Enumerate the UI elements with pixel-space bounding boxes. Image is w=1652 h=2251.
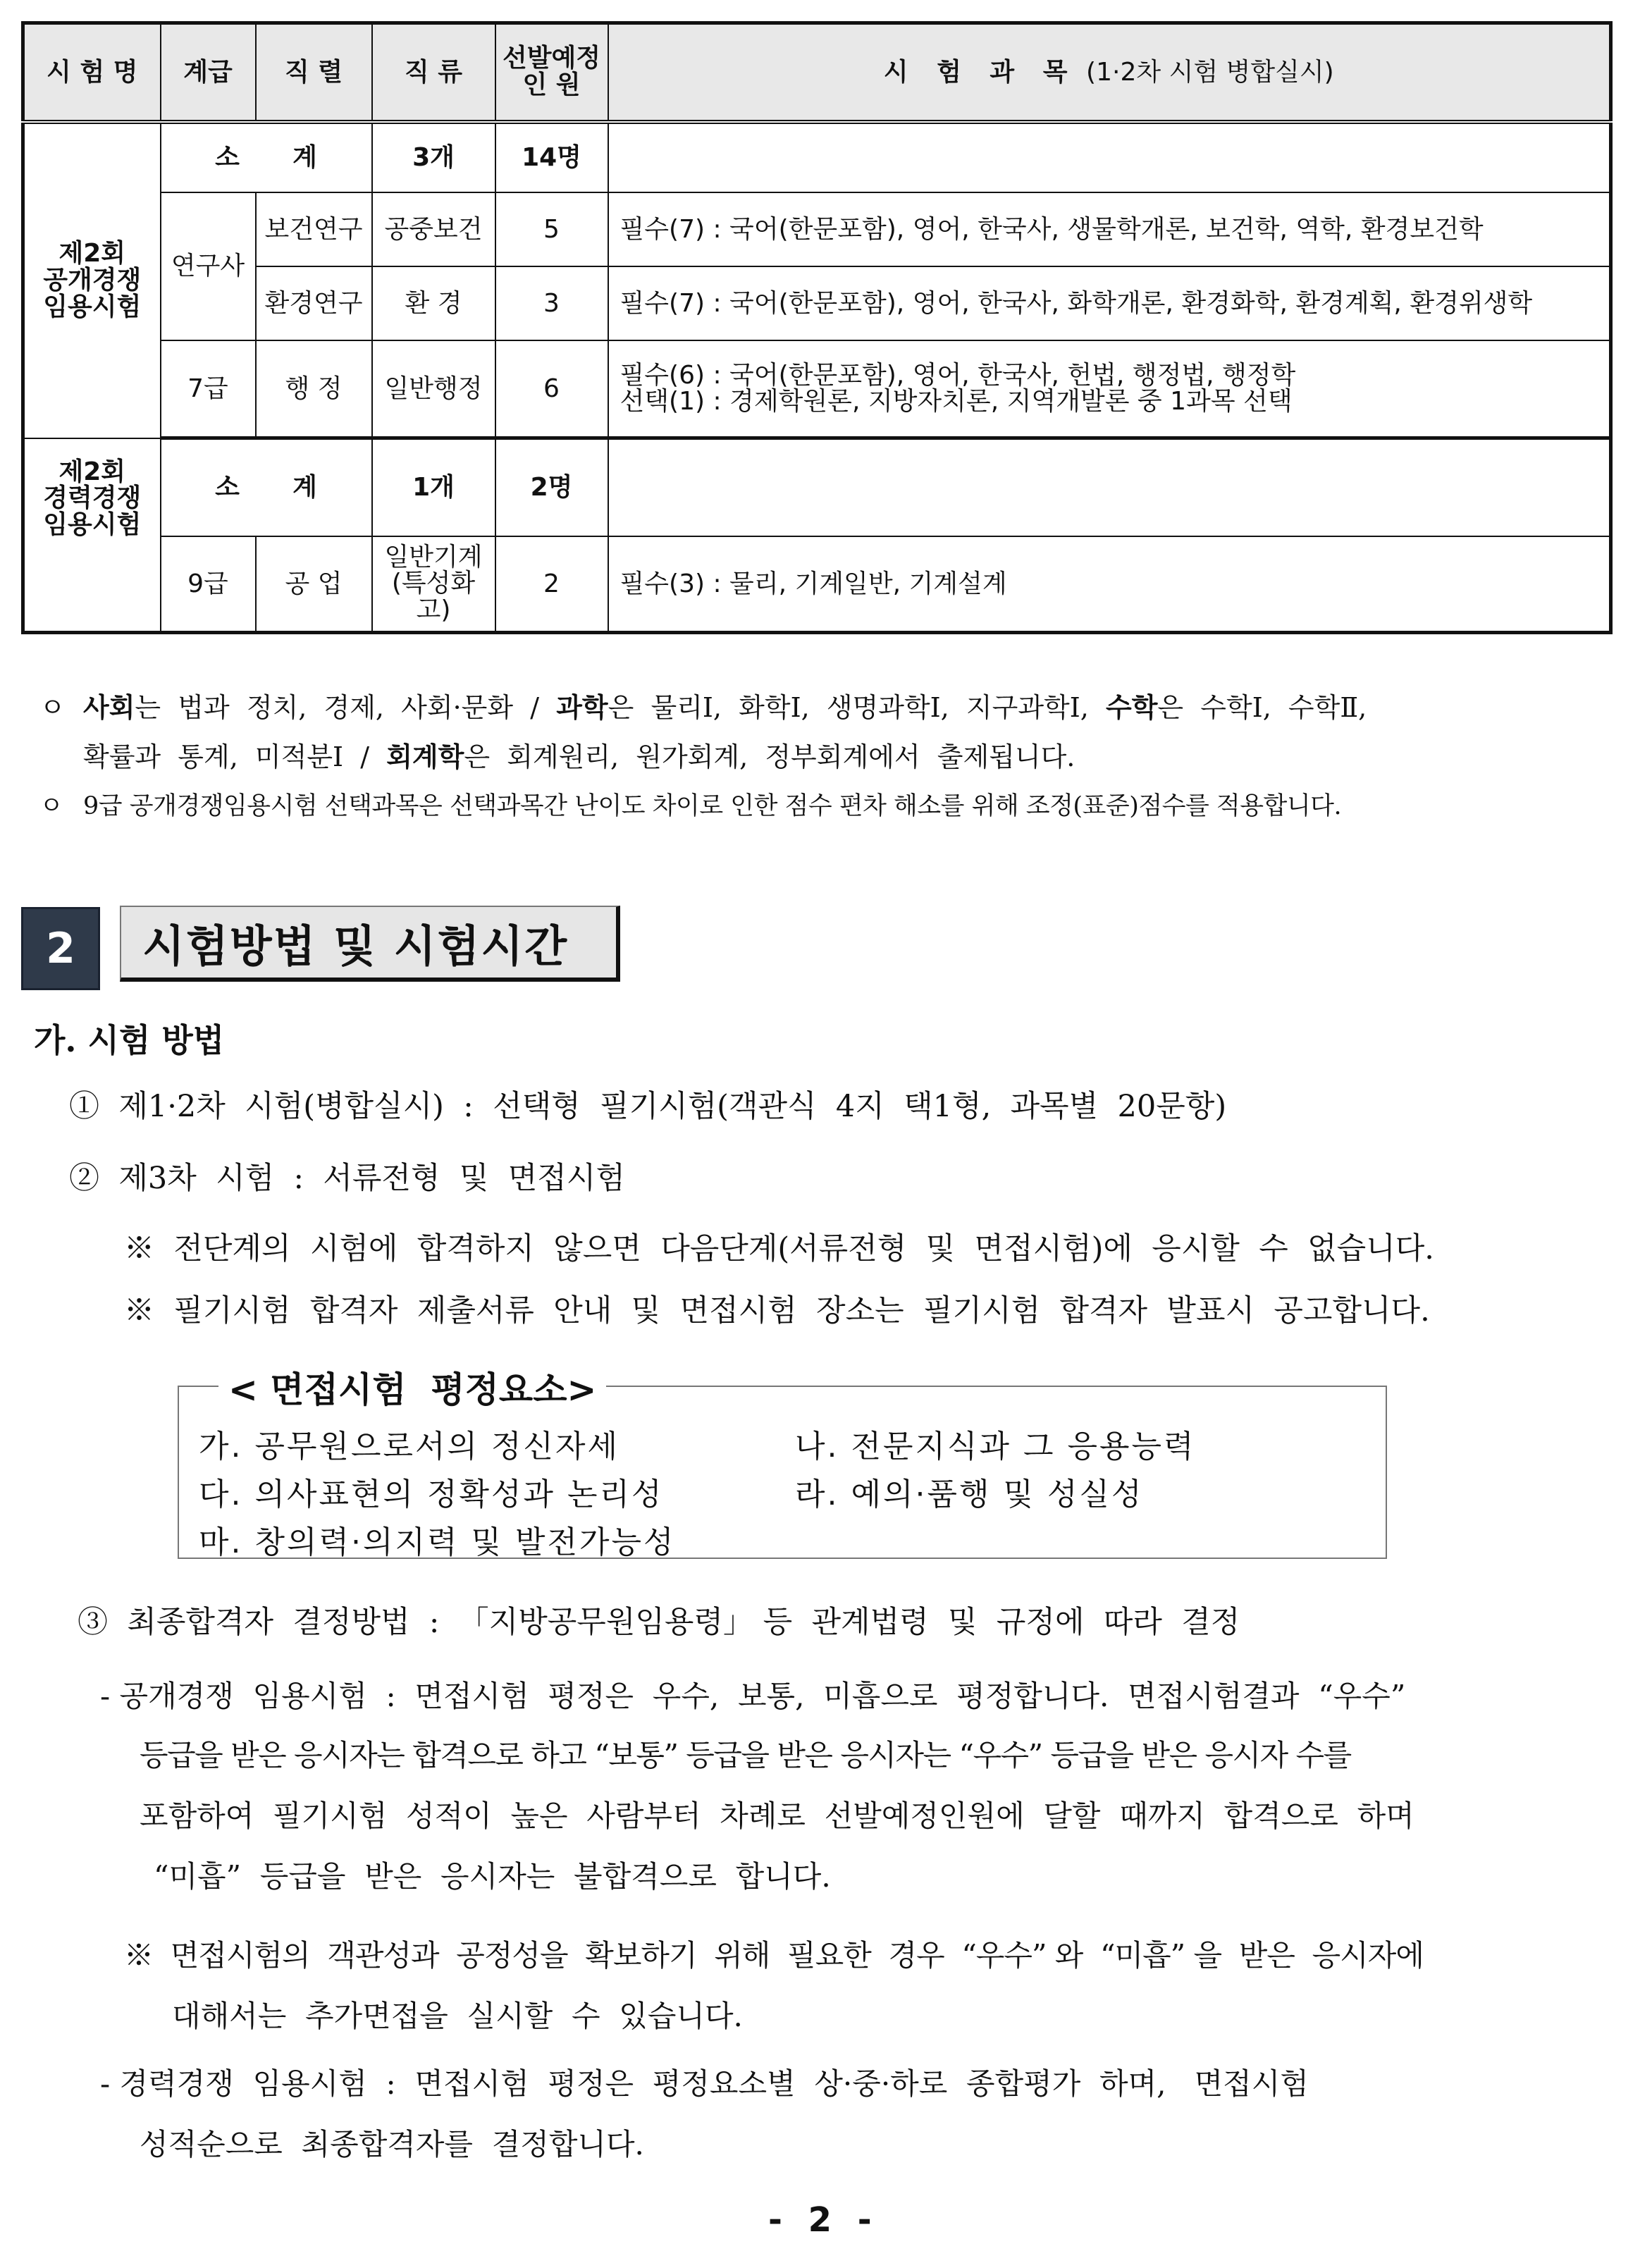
row-series: 환경연구 (256, 266, 372, 340)
row-class: 환 경 (372, 266, 495, 340)
group-name-line: 임용시험 (43, 510, 142, 540)
note-text: 확률과 통계, 미적분Ⅰ / (83, 741, 387, 772)
header-series: 직 렬 (256, 23, 372, 122)
row-subjects: 필수(7) : 국어(한문포함), 영어, 한국사, 생물학개론, 보건학, 역학, 환경보건학 (608, 192, 1611, 266)
subject-line: 필수(6) : 국어(한문포함), 영어, 한국사, 헌법, 행정법, 행정학 (620, 360, 1296, 390)
header-subjects-main: 시 험 과 목 (883, 57, 1078, 87)
note-line (39, 775, 1618, 837)
header-exam-name: 시 험 명 (23, 23, 161, 122)
row-subjects: 필수(7) : 국어(한문포함), 영어, 한국사, 화학개론, 환경화학, 환경계획, 환경위생학 (608, 266, 1611, 340)
row-quota: 2 (495, 536, 608, 633)
class-line: (특성화고) (391, 569, 476, 625)
bullet-icon: ㅇ (39, 792, 63, 820)
row-subjects: 필수(3) : 물리, 기계일반, 기계설계 (608, 536, 1611, 633)
interview-criteria-title: < 면접시험 평정요소> (218, 1362, 606, 1412)
row-series: 행 정 (256, 340, 372, 438)
open-note-line: ※ 면접시험의 객관성과 공정성을 확보하기 위해 필요한 경우 “우수” 와 “미흡” 을 받은 응시자에 (124, 1938, 1424, 1973)
header-quota (495, 23, 608, 122)
subject-line: 선택(1) : 경제학원론, 지방자치론, 지역개발론 중 1과목 선택 (620, 387, 1293, 417)
section-title: 시험방법 및 시험시간 (120, 906, 620, 982)
group-name-career (23, 438, 161, 633)
interview-criterion: 다. 의사표현의 정확성과 논리성 (199, 1476, 664, 1512)
final-item-3: ③ 최종합격자 결정방법 : 「지방공무원임용령」 등 관계법령 및 규정에 따라 결정 (78, 1605, 1240, 1640)
row-class: 일반행정 (372, 340, 495, 438)
row-subjects (608, 340, 1611, 438)
notes-block (39, 677, 1618, 837)
note-keyword: 과학 (556, 691, 608, 723)
group-name-open (23, 122, 161, 438)
row-grade: 7급 (161, 340, 256, 438)
sub-heading: 가. 시험 방법 (34, 1021, 225, 1059)
row-class (372, 536, 495, 633)
header-quota-bottom: 인 원 (522, 70, 581, 100)
row-quota: 3 (495, 266, 608, 340)
subtotal-class-count: 1개 (372, 438, 495, 536)
row-class: 공중보건 (372, 192, 495, 266)
open-paragraph-line: “미흡” 등급을 받은 응시자는 불합격으로 합니다. (154, 1859, 831, 1894)
method-note-1: ※ 전단계의 시험에 합격하지 않으면 다음단계(서류전형 및 면접시험)에 응시할 수 없습니다. (124, 1231, 1434, 1266)
subtotal-quota: 14명 (495, 122, 608, 193)
note-text: 은 수학Ⅰ, 수학Ⅱ, (1157, 692, 1367, 723)
note-keyword: 수학 (1105, 691, 1158, 723)
exam-subjects-table (21, 21, 1613, 634)
career-paragraph-line: - 경력경쟁 임용시험 : 면접시험 평정은 평정요소별 상·중·하로 종합평가 하며, 면접시험 (100, 2066, 1309, 2101)
group-name-line: 경력경쟁 (43, 483, 142, 513)
career-paragraph-line: 성적순으로 최종합격자를 결정합니다. (140, 2127, 644, 2161)
subtotal-subjects (608, 122, 1611, 193)
group-name-line: 제2회 (58, 239, 126, 269)
subtotal-class-count: 3개 (372, 122, 495, 193)
group-name-line: 제2회 (58, 457, 126, 486)
method-note-2: ※ 필기시험 합격자 제출서류 안내 및 면접시험 장소는 필기시험 합격자 발표시 공고합니다. (124, 1293, 1430, 1328)
header-grade: 계급 (161, 23, 256, 122)
group-name-line: 공개경쟁 (43, 266, 142, 295)
header-subjects-sub: (1·2차 시험 병합실시) (1086, 57, 1334, 87)
open-note-line: 대해서는 추가면접을 실시할 수 있습니다. (172, 1999, 743, 2033)
subtotal-label: 소 계 (161, 438, 372, 536)
row-series: 공 업 (256, 536, 372, 633)
open-paragraph-line: 등급을 받은 응시자는 합격으로 하고 “보통” 등급을 받은 응시자는 “우수” 등급을 받은 응시자 수를 (140, 1738, 1351, 1772)
row-grade: 9급 (161, 536, 256, 633)
group-name-line: 임용시험 (43, 292, 142, 321)
row-quota: 5 (495, 192, 608, 266)
interview-criterion: 라. 예의·품행 및 성실성 (795, 1476, 1144, 1512)
page-number: - 2 - (768, 2200, 879, 2240)
subtotal-subjects (608, 438, 1611, 536)
interview-criterion: 마. 창의력·의지력 및 발전가능성 (199, 1524, 676, 1560)
row-series: 보건연구 (256, 192, 372, 266)
interview-criterion: 나. 전문지식과 그 응용능력 (795, 1429, 1196, 1464)
header-quota-top: 선발예정 (502, 44, 601, 73)
note-keyword: 사회 (83, 691, 135, 723)
note-text: 은 물리Ⅰ, 화학Ⅰ, 생명과학Ⅰ, 지구과학Ⅰ, (608, 692, 1106, 723)
note-text: 은 회계원리, 원가회계, 정부회계에서 출제됩니다. (464, 741, 1075, 772)
method-item-1: ① 제1·2차 시험(병합실시) : 선택형 필기시험(객관식 4지 택1형, 과목별 20문항) (69, 1089, 1227, 1124)
note-text: 9급 공개경쟁임용시험 선택과목은 선택과목간 난이도 차이로 인한 점수 편차 해소를 위해 조정(표준)점수를 적용합니다. (83, 792, 1342, 820)
method-item-2: ② 제3차 시험 : 서류전형 및 면접시험 (69, 1161, 625, 1196)
class-line: 일반기계 (384, 542, 483, 572)
open-paragraph-line: 포함하여 필기시험 성적이 높은 사람부터 차례로 선발예정인원에 달할 때까지 합격으로 하며 (140, 1799, 1414, 1833)
bullet-icon: ㅇ (39, 692, 66, 723)
header-class: 직 류 (372, 23, 495, 122)
open-paragraph-line: - 공개경쟁 임용시험 : 면접시험 평정은 우수, 보통, 미흡으로 평정합니다. 면접시험결과 “우수” (100, 1679, 1406, 1713)
header-subjects (608, 23, 1611, 122)
subtotal-label: 소 계 (161, 122, 372, 193)
row-grade: 연구사 (161, 192, 256, 340)
row-quota: 6 (495, 340, 608, 438)
section-number: 2 (21, 907, 100, 990)
subtotal-quota: 2명 (495, 438, 608, 536)
note-keyword: 회계학 (386, 741, 464, 772)
interview-criterion: 가. 공무원으로서의 정신자세 (199, 1429, 620, 1464)
note-text: 는 법과 정치, 경제, 사회·문화 / (135, 692, 557, 723)
